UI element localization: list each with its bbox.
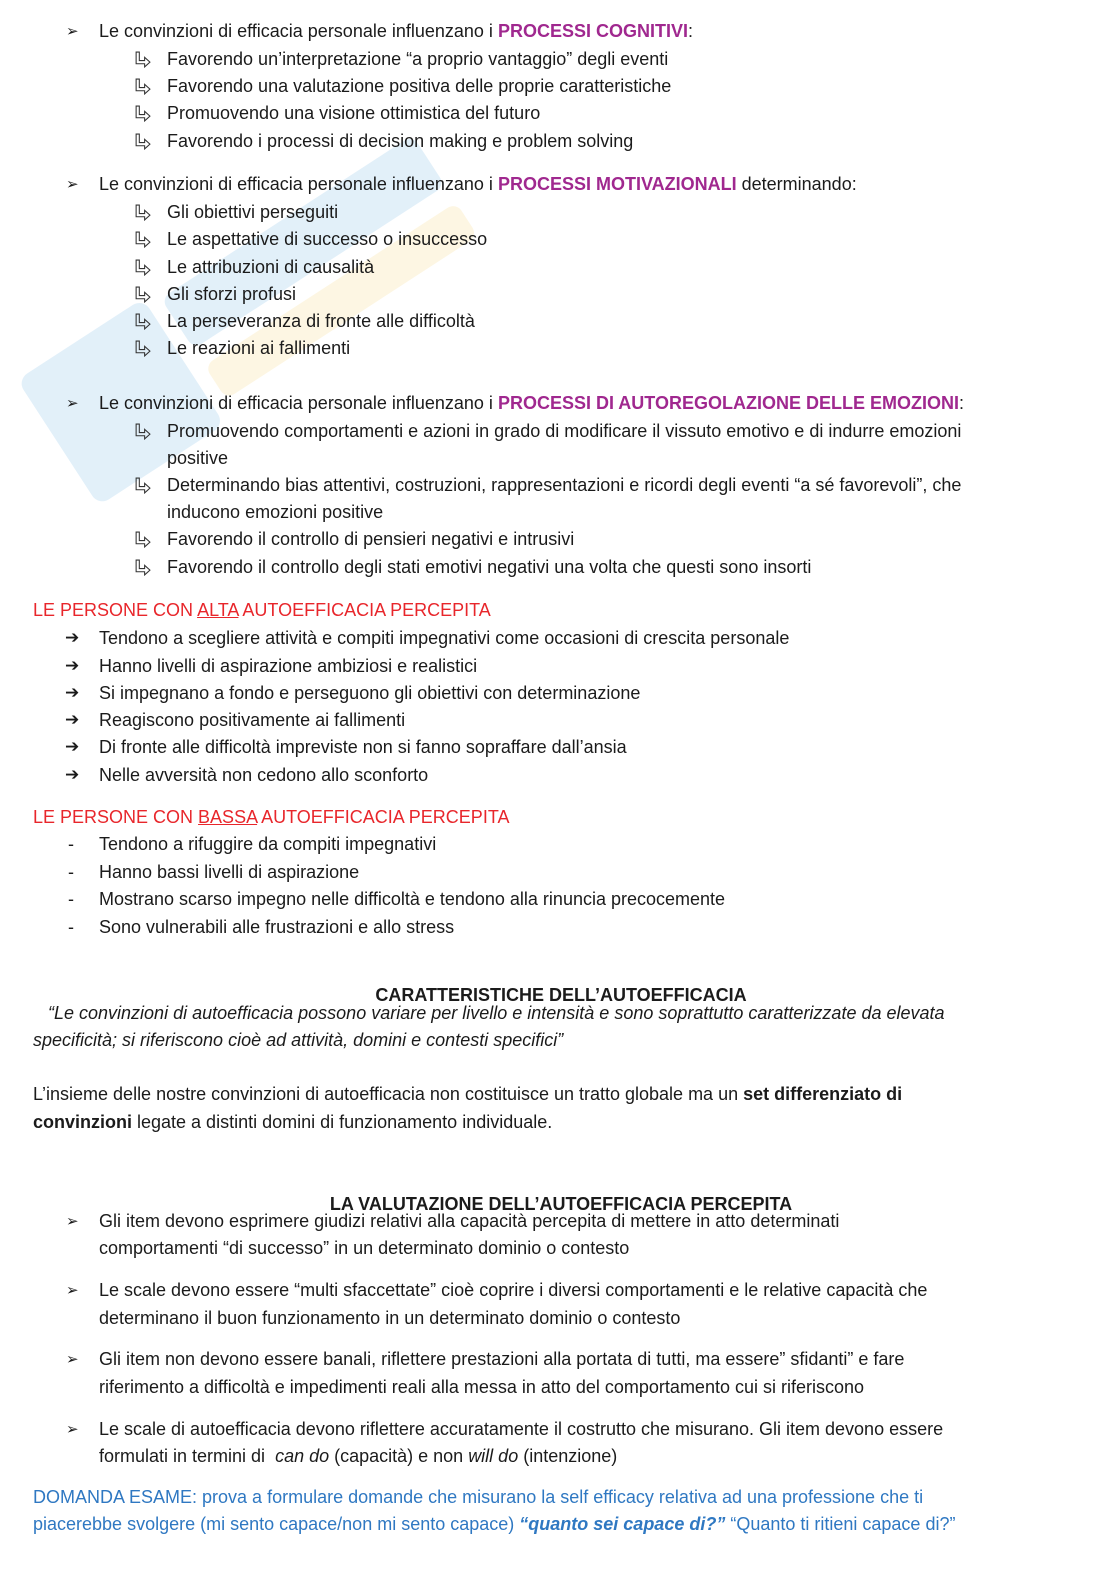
cognitivi-heading-row xyxy=(0,18,1116,45)
dash-bullet: - xyxy=(68,834,74,854)
heading-suffix: : xyxy=(687,21,693,41)
section-title: CARATTERISTICHE DELL’AUTOEFFICACIA xyxy=(375,985,747,1005)
list-item-text: La perseveranza di fronte alle difficoltà xyxy=(167,311,475,331)
hollow-arrow-icon xyxy=(134,231,151,248)
heading-suffix: : xyxy=(958,393,964,413)
arrowhead-bullet-icon: ➢ xyxy=(66,175,79,193)
heading-emphasis: BASSA xyxy=(198,807,258,827)
exam-question-line xyxy=(0,1511,1116,1538)
arrowhead-bullet-icon: ➢ xyxy=(66,1212,79,1230)
italic-term: will do xyxy=(468,1446,519,1466)
hollow-arrow-icon xyxy=(134,531,151,548)
hollow-arrow-icon xyxy=(134,133,151,150)
list-item xyxy=(0,128,1116,155)
list-item-text: Favorendo una valutazione positiva delle proprie caratteristiche xyxy=(167,76,672,96)
hollow-arrow-icon xyxy=(134,204,151,221)
right-arrow-icon: ➔ xyxy=(65,765,80,785)
quote-line xyxy=(0,1027,1116,1054)
list-item-continuation xyxy=(0,1443,1116,1470)
exam-question-line xyxy=(0,1484,1116,1511)
list-item xyxy=(0,46,1116,73)
hollow-arrow-icon xyxy=(134,340,151,357)
list-item xyxy=(0,100,1116,127)
list-item-text: Favorendo un’interpretazione “a proprio vantaggio” degli eventi xyxy=(167,49,669,69)
list-item-text: Mostrano scarso impegno nelle difficoltà e tendono alla rinuncia precocemente xyxy=(99,889,726,909)
hollow-arrow-icon xyxy=(134,286,151,303)
list-item-continuation xyxy=(0,499,1116,526)
heading-prefix: LE PERSONE CON xyxy=(33,807,199,827)
arrowhead-bullet-icon: ➢ xyxy=(66,1281,79,1299)
heading-suffix: AUTOEFFICACIA PERCEPITA xyxy=(257,807,510,827)
list-item xyxy=(0,625,1116,652)
text-segment: (capacità) e non xyxy=(329,1446,469,1466)
list-item-text: Gli item non devono essere banali, riflettere prestazioni alla portata di tutti, ma essere” sfidanti” e fare xyxy=(99,1349,905,1369)
right-arrow-icon: ➔ xyxy=(65,683,80,703)
heading-intro: Le convinzioni di efficacia personale influenzano i xyxy=(99,393,498,413)
alta-heading-text xyxy=(33,597,491,624)
right-arrow-icon: ➔ xyxy=(65,628,80,648)
hollow-arrow-icon xyxy=(134,423,151,440)
right-arrow-icon: ➔ xyxy=(65,737,80,757)
list-item xyxy=(0,418,1116,445)
list-item xyxy=(0,914,1116,941)
heading-highlight: PROCESSI MOTIVAZIONALI xyxy=(497,174,737,194)
heading-suffix: AUTOEFFICACIA PERCEPITA xyxy=(238,600,491,620)
list-item-text: Reagiscono positivamente ai fallimenti xyxy=(99,710,406,730)
paragraph-text xyxy=(33,1109,552,1136)
bold-italic-segment: “quanto sei capace di?” xyxy=(519,1514,726,1534)
list-item-text: Le aspettative di successo o insuccesso xyxy=(167,229,488,249)
list-item xyxy=(0,707,1116,734)
list-item xyxy=(0,526,1116,553)
list-item-text: Le attribuzioni di causalità xyxy=(167,257,375,277)
arrowhead-bullet-icon: ➢ xyxy=(66,22,79,40)
list-item-continuation xyxy=(0,1305,1116,1332)
list-item-text: determinano il buon funzionamento in un determinato dominio o contesto xyxy=(99,1308,681,1328)
list-item-text: Gli sforzi profusi xyxy=(167,284,297,304)
list-item xyxy=(0,1277,1116,1304)
heading-highlight: PROCESSI COGNITIVI xyxy=(497,21,688,41)
cognitivi-heading xyxy=(99,18,693,45)
heading-intro: Le convinzioni di efficacia personale influenzano i xyxy=(99,21,498,41)
list-item-text: Favorendo il controllo di pensieri negativi e intrusivi xyxy=(167,529,575,549)
list-item-continuation xyxy=(0,1235,1116,1262)
list-item-text: Tendono a scegliere attività e compiti impegnativi come occasioni di crescita personale xyxy=(99,628,790,648)
list-item xyxy=(0,554,1116,581)
quote-text: specificità; si riferiscono cioè ad attività, domini e contesti specifici” xyxy=(33,1030,564,1050)
paragraph-bold-segment: set differenziato di xyxy=(743,1084,903,1104)
hollow-arrow-icon xyxy=(134,313,151,330)
list-item-text: Si impegnano a fondo e perseguono gli obiettivi con determinazione xyxy=(99,683,641,703)
paragraph-text xyxy=(33,1081,902,1108)
emozioni-heading-row xyxy=(0,390,1116,417)
list-item-text: Hanno livelli di aspirazione ambiziosi e realistici xyxy=(99,656,478,676)
list-item xyxy=(0,472,1116,499)
list-item-text: Le reazioni ai fallimenti xyxy=(167,338,351,358)
list-item-text: Nelle avversità non cedono allo sconforto xyxy=(99,765,429,785)
list-item-continuation xyxy=(0,1374,1116,1401)
paragraph-segment: legate a distinti domini di funzionamento individuale. xyxy=(132,1112,553,1132)
list-item-text: Determinando bias attentivi, costruzioni, rappresentazioni e ricordi degli eventi “a sé favorevoli”, che xyxy=(167,475,962,495)
list-item xyxy=(0,831,1116,858)
hollow-arrow-icon xyxy=(134,51,151,68)
section-title: LA VALUTAZIONE DELL’AUTOEFFICACIA PERCEPITA xyxy=(329,1194,793,1214)
alta-heading xyxy=(0,597,1116,624)
list-item xyxy=(0,226,1116,253)
list-item xyxy=(0,1208,1116,1235)
list-item xyxy=(0,254,1116,281)
list-item-text: comportamenti “di successo” in un determinato dominio o contesto xyxy=(99,1238,630,1258)
list-item-text: Promuovendo una visione ottimistica del futuro xyxy=(167,103,541,123)
list-item xyxy=(0,1416,1116,1443)
arrowhead-bullet-icon: ➢ xyxy=(66,1420,79,1438)
text-segment: piacerebbe svolgere (mi sento capace/non mi sento capace) xyxy=(33,1514,520,1534)
motivazionali-heading xyxy=(99,171,857,198)
list-item-text: Gli item devono esprimere giudizi relativi alla capacità percepita di mettere in atto determinati xyxy=(99,1211,840,1231)
list-item-text: inducono emozioni positive xyxy=(167,502,384,522)
list-item xyxy=(0,886,1116,913)
bassa-heading-text xyxy=(33,804,509,831)
heading-highlight: PROCESSI DI AUTOREGOLAZIONE DELLE EMOZIONI xyxy=(497,393,959,413)
list-item-text: Le scale di autoefficacia devono riflettere accuratamente il costrutto che misurano. Gli item devono essere xyxy=(99,1419,944,1439)
arrowhead-bullet-icon: ➢ xyxy=(66,394,79,412)
list-item xyxy=(0,73,1116,100)
hollow-arrow-icon xyxy=(134,78,151,95)
hollow-arrow-icon xyxy=(134,105,151,122)
heading-emphasis: ALTA xyxy=(197,600,239,620)
paragraph-line xyxy=(0,1081,1116,1108)
valutazione-title-row xyxy=(0,1164,1116,1214)
text-segment: formulati in termini di xyxy=(99,1446,276,1466)
list-item-text: Tendono a rifuggire da compiti impegnativi xyxy=(99,834,437,854)
hollow-arrow-icon xyxy=(134,477,151,494)
list-item-text: Promuovendo comportamenti e azioni in grado di modificare il vissuto emotivo e di indurre emozioni xyxy=(167,421,962,441)
arrowhead-bullet-icon: ➢ xyxy=(66,1350,79,1368)
dash-bullet: - xyxy=(68,889,74,909)
list-item-text: Favorendo i processi di decision making e problem solving xyxy=(167,131,634,151)
list-item-text: Di fronte alle difficoltà impreviste non si fanno sopraffare dall’ansia xyxy=(99,737,627,757)
emozioni-heading xyxy=(99,390,964,417)
caratteristiche-title-row xyxy=(0,955,1116,1005)
list-item xyxy=(0,308,1116,335)
quote-line xyxy=(0,1000,1116,1027)
hollow-arrow-icon xyxy=(134,259,151,276)
list-item xyxy=(0,653,1116,680)
heading-intro: Le convinzioni di efficacia personale influenzano i xyxy=(99,174,498,194)
list-item-text: Sono vulnerabili alle frustrazioni e allo stress xyxy=(99,917,455,937)
quote-text: “Le convinzioni di autoefficacia possono variare per livello e intensità e sono soprattutto caratterizzate da elevata xyxy=(48,1003,945,1023)
list-item xyxy=(0,335,1116,362)
heading-suffix: determinando: xyxy=(736,174,857,194)
right-arrow-icon: ➔ xyxy=(65,710,80,730)
dash-bullet: - xyxy=(68,917,74,937)
list-item xyxy=(0,1346,1116,1373)
hollow-arrow-icon xyxy=(134,559,151,576)
italic-term: can do xyxy=(275,1446,330,1466)
text-segment: (intenzione) xyxy=(518,1446,618,1466)
list-item xyxy=(0,281,1116,308)
list-item xyxy=(0,199,1116,226)
list-item-text: Le scale devono essere “multi sfaccettate” cioè coprire i diversi comportamenti e le relative capacità che xyxy=(99,1280,928,1300)
list-item-continuation xyxy=(0,445,1116,472)
list-item-text: Hanno bassi livelli di aspirazione xyxy=(99,862,360,882)
dash-bullet: - xyxy=(68,862,74,882)
list-item-text xyxy=(99,1443,617,1470)
text-segment: “Quanto ti ritieni capace di?” xyxy=(725,1514,956,1534)
paragraph-line xyxy=(0,1109,1116,1136)
right-arrow-icon: ➔ xyxy=(65,656,80,676)
paragraph-segment: L’insieme delle nostre convinzioni di autoefficacia non costituisce un tratto globale ma un xyxy=(33,1084,744,1104)
exam-question-text xyxy=(33,1511,955,1538)
motivazionali-heading-row xyxy=(0,171,1116,198)
list-item xyxy=(0,762,1116,789)
list-item-text: Favorendo il controllo degli stati emotivi negativi una volta che questi sono insorti xyxy=(167,557,812,577)
exam-question-text: DOMANDA ESAME: prova a formulare domande che misurano la self efficacy relativa ad una professione che ti xyxy=(33,1487,924,1507)
bassa-heading xyxy=(0,804,1116,831)
list-item xyxy=(0,734,1116,761)
paragraph-bold-segment: convinzioni xyxy=(33,1112,132,1132)
list-item-text: riferimento a difficoltà e impedimenti reali alla messa in atto del comportamento cui si riferiscono xyxy=(99,1377,865,1397)
list-item xyxy=(0,859,1116,886)
list-item-text: positive xyxy=(167,448,229,468)
list-item-text: Gli obiettivi perseguiti xyxy=(167,202,339,222)
list-item xyxy=(0,680,1116,707)
heading-prefix: LE PERSONE CON xyxy=(33,600,198,620)
